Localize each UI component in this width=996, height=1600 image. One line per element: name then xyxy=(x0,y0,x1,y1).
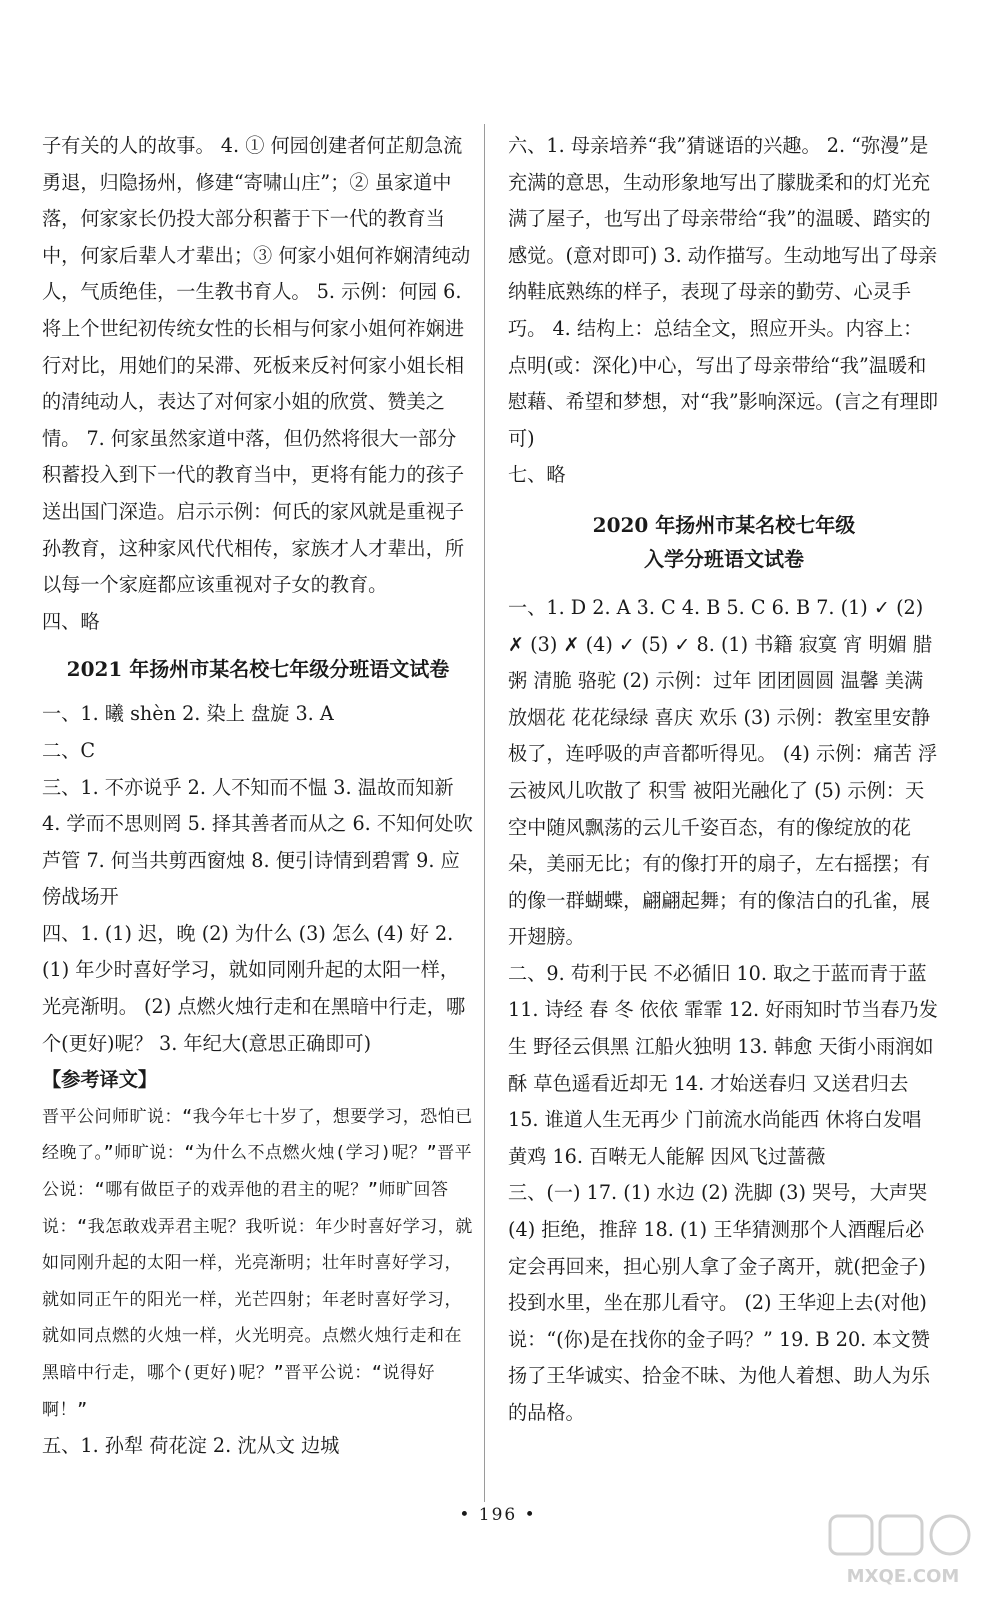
left-q2: 二、C xyxy=(42,738,96,762)
watermark-logo xyxy=(828,1512,978,1590)
right-q6: 六、1. 母亲培养“我”猜谜语的兴趣。 2. “弥漫”是充满的意思，生动形象地写出了朦胧柔和的灯光充满了屋子，也写出了母亲带给“我”的温暖、踏实的感觉。(意对即可) 3. 动作描写。生动地写出了母亲纳鞋底熟练的样子，表现了母亲的勤劳、心灵手巧。 4. 结构上：总结全文，照应开头。内容上：点明(或：深化)中心，写出了母亲带给“我”温暖和慰藉、希望和梦想，对“我”影响深远。(言之有理即可) xyxy=(508,134,939,450)
left-q5: 五、1. 孙犁 荷花淀 2. 沈从文 边城 xyxy=(42,1434,340,1458)
left-answer-block-1: 子有关的人的故事。 4. ① 何园创建者何芷舠急流勇退，归隐扬州，修建“寄啸山庄”；② 虽家道中落，何家家长仍投大部分积蓄于下一代的教育当中，何家后辈人才辈出；③ 何家小姐何祚娴清纯动人，气质绝佳，一生教书育人。 5. 示例：何园 6. 将上个世纪初传统女性的长相与何家小姐何祚娴进行对比，用她们的呆滞、死板来反衬何家小姐长相的清纯动人，表达了对何家小姐的欣赏、赞美之情。 7. 何家虽然家道中落，但仍然将很大一部分积蓄投入到下一代的教育当中，更将有能力的孩子送出国门深造。启示示例：何氏的家风就是重视子孙教育，这种家风代代相传，家族才人才辈出，所以每一个家庭都应该重视对子女的教育。 xyxy=(42,134,471,597)
right-title-line-2: 入学分班语文试卷 xyxy=(644,546,804,571)
watermark-icon xyxy=(828,1512,978,1590)
reference-translation: 晋平公问师旷说：“我今年七十岁了，想要学习，恐怕已经晚了。”师旷说：“为什么不点燃火烛(学习)呢？”晋平公说：“哪有做臣子的戏弄他的君主的呢？”师旷回答说：“我怎敢戏弄君主呢？我听说：年少时喜好学习，就如同刚升起的太阳一样，光亮渐明；壮年时喜好学习，就如同正午的阳光一样，光芒四射；年老时喜好学习，就如同点燃的火烛一样，火光明亮。点燃火烛行走和在黑暗中行走，哪个(更好)呢？”晋平公说：“说得好啊！” xyxy=(42,1106,473,1420)
left-q1: 一、1. 曦 shèn 2. 染上 盘旋 3. A xyxy=(42,702,334,726)
left-section-title: 2021 年扬州市某名校七年级分班语文试卷 xyxy=(66,657,450,682)
watermark-text: MXQE.COM xyxy=(846,1566,960,1587)
left-answer-four: 四、略 xyxy=(42,609,100,633)
page-number: • 196 • xyxy=(459,1505,537,1525)
reference-translation-tag: 【参考译文】 xyxy=(42,1068,158,1092)
right-q7: 七、略 xyxy=(508,463,566,487)
right-column xyxy=(508,128,940,1432)
right-part1: 一、1. D 2. A 3. C 4. B 5. C 6. B 7. (1) ✓ (2) ✗ (3) ✗ (4) ✓ (5) ✓ 8. (1) 书籍 寂寞 宵 明媚 腊 粥 清脆 骆驼 (2) 示例：过年 团团圆圆 温馨 美满 放烟花 花花绿绿 喜庆 欢乐 (3) 示例：教室里安静极了，连呼吸的声音都听得见。 (4) 示例：痛苦 浮云被风儿吹散了 积雪 被阳光融化了 (5) 示例：天空中随风飘荡的云儿千姿百态，有的像绽放的花朵，美丽无比；有的像打开的扇子，左右摇摆；有的像一群蝴蝶，翩翩起舞；有的像洁白的孔雀，展开翅膀。 xyxy=(508,595,938,949)
left-column xyxy=(42,128,474,1465)
right-section-title xyxy=(508,508,940,576)
right-title-line-1: 2020 年扬州市某名校七年级 xyxy=(592,512,856,537)
left-q4: 四、1. (1) 迟，晚 (2) 为什么 (3) 怎么 (4) 好 2. (1) 年少时喜好学习，就如同刚升起的太阳一样，光亮渐明。 (2) 点燃火烛行走和在黑暗中行走，哪个(更好)呢？ 3. 年纪大(意思正确即可) xyxy=(42,921,466,1055)
right-part3: 三、(一) 17. (1) 水边 (2) 洗脚 (3) 哭号，大声哭 (4) 拒绝，推辞 18. (1) 王华猜测那个人酒醒后必定会再回来，担心别人拿了金子离开，就(把金子)投到水里，坐在那儿看守。 (2) 王华迎上去(对他)说：“(你)是在找你的金子吗？” 19. B 20. 本文赞扬了王华诚实、拾金不昧、为他人着想、助人为乐的品格。 xyxy=(508,1181,931,1424)
column-divider xyxy=(484,124,485,1502)
left-q3: 三、1. 不亦说乎 2. 人不知而不愠 3. 温故而知新 4. 学而不思则罔 5. 择其善者而从之 6. 不知何处吹芦管 7. 何当共剪西窗烛 8. 便引诗情到碧霄 9. 应傍战场开 xyxy=(42,775,473,909)
right-part2: 二、9. 苟利于民 不必循旧 10. 取之于蓝而青于蓝 11. 诗经 春 冬 依依 霏霏 12. 好雨知时节当春乃发生 野径云俱黑 江船火独明 13. 韩愈 天街小雨润如酥 草色遥看近却无 14. 才始送春归 又送君归去 15. 谁道人生无再少 门前流水尚能西 休将白发唱黄鸡 16. 百啭无人能解 因风飞过蔷薇 xyxy=(508,961,938,1168)
